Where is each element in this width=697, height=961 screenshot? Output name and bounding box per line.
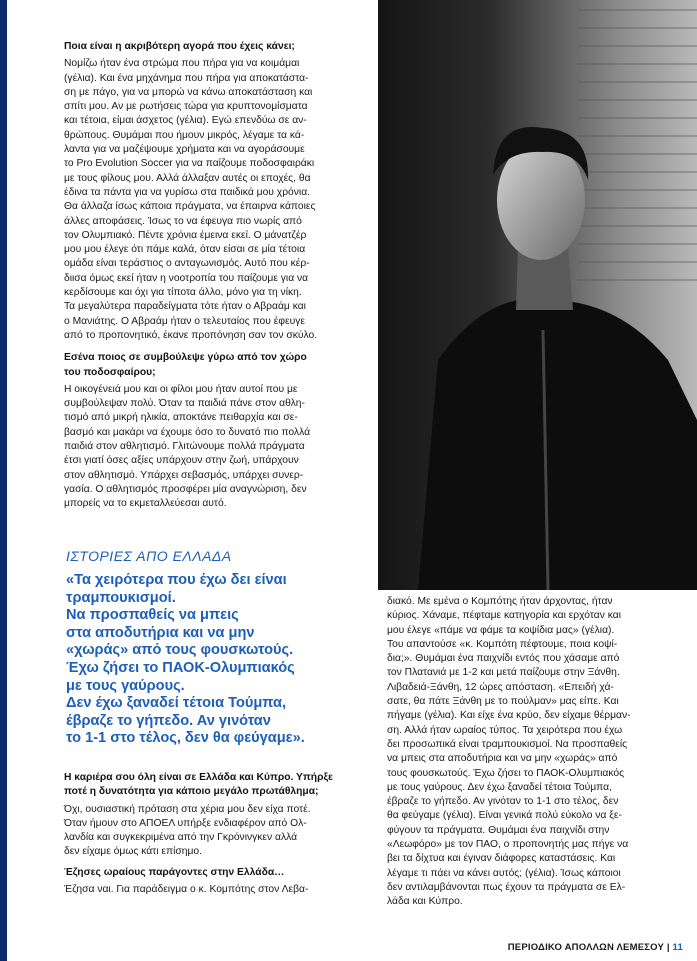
body-line: συμβούλεψαν πολύ. Όταν τα παιδιά πάνε στον αθλη-	[64, 398, 305, 410]
body-line: παιδιά στον αθλητισμό. Γλιτώνουμε πολλά πράγματα	[64, 441, 305, 453]
pull-quote-line: «Τα χειρότερα που έχω δει είναι	[66, 572, 287, 588]
body-line: άλλες αποφάσεις. Ίσως το να έφευγα πιο νωρίς από	[64, 215, 302, 227]
magazine-name: ΠΕΡΙΟΔΙΚΟ ΑΠΟΛΛΩΝ ΛΕΜΕΣΟΥ |	[507, 942, 673, 953]
body-line: κερδίσουμε και όχι για τίποτα άλλο, μόνο για τη νίκη.	[64, 287, 302, 299]
pull-quote	[66, 572, 366, 748]
body-line: Του απαντούσε «κ. Κομπότη πέφτουμε, ποια κοψί-	[387, 638, 618, 650]
body-line: μου έλεγε «πάμε να φάμε τα κοψίδια μας» (γέλια).	[387, 624, 615, 636]
body-line: θρώπους. Θυμάμαι που ήμουν μικρός, λέγαμε τα κά-	[64, 129, 305, 141]
question-heading: Εσένα ποιος σε συμβούλεψε γύρω από τον χώρο	[64, 352, 307, 364]
body-line: τον Πλατανιά με 1-2 και μετά παίζουμε στην Ξάνθη.	[387, 667, 620, 679]
body-line: Η οικογένειά μου και οι φίλοι μου ήταν αυτοί που με	[64, 383, 298, 395]
body-line: δεν είχαμε όμως κάτι επίσημο.	[64, 846, 202, 858]
question-heading: Η καριέρα σου όλη είναι σε Ελλάδα και Κύπρο. Υπήρξε	[64, 772, 333, 783]
body-line: λάδα και Κύπρο.	[387, 896, 463, 908]
question-heading: ποτέ η δυνατότητα για κάποιο μεγάλο πρωτάθλημα;	[64, 786, 319, 798]
body-line: με τους γαύρους. Δεν έχω ξαναδεί τέτοια Τούμπα,	[387, 781, 612, 793]
body-line: τον Ολυμπιακό. Πέντε χρόνια έμεινα εκεί. Ο μάνατζέρ	[64, 229, 307, 241]
body-line: δεν αντιλαμβάνονται πως έχουν τα πράγματα σε Ελ-	[387, 881, 626, 893]
body-line: ομάδα είναι τεράστιος ο ανταγωνισμός. Αυτό που κέρ-	[64, 258, 310, 270]
player-portrait-photo	[378, 0, 697, 590]
body-line: δει προσωπικά είναι τραμπουκισμοί. Να προσπαθείς	[387, 738, 628, 750]
question-heading: Έζησες ωραίους παράγοντες στην Ελλάδα…	[64, 866, 285, 878]
body-line: από το προπονητικό, έκανε προπόνηση σαν τον σκύλο.	[64, 329, 318, 341]
body-line: τισμό από μικρή ηλικία, αποκτάνε πειθαρχία και σε-	[64, 412, 298, 424]
body-line: λανδία και συγκεκριμένα από την Γκρόνινγκεν αλλά	[64, 832, 298, 844]
body-line: έβραζε το γήπεδο. Αν γινόταν το 1-1 στο τέλος, δεν	[387, 796, 619, 808]
body-line: δια;». Θυμάμαι ένα παιχνίδι εντός που χάσαμε από	[387, 653, 620, 665]
body-line: Τα μεγαλύτερα παραδείγματα τότε ήταν ο Αβραάμ και	[64, 301, 306, 313]
body-line: λέγαμε τι πάει να κάνει αυτός; (γέλια). Ίσως κάποιοι	[387, 867, 621, 879]
body-line: μου μου έλεγε ότι πάμε καλά, όταν είσαι σε μία τέτοια	[64, 244, 306, 256]
page-number: 11	[672, 942, 683, 953]
body-line: Όχι, ουσιαστική πρόταση στα χέρια μου δεν είχα ποτέ.	[64, 803, 311, 815]
body-line: κύριος. Χάναμε, πέφταμε κατηγορία και ερχόταν και	[387, 610, 622, 622]
body-line: μπορείς να το εκμεταλλεύεσαι αυτό.	[64, 498, 227, 510]
body-line: έτσι γιατί όσες αξίες υπάρχουν στην ζωή, υπάρχουν	[64, 455, 299, 467]
left-column-bottom-text	[64, 771, 356, 897]
body-line: τους φουσκωτούς. Έχω ζήσει το ΠΑΟΚ-Ολυμπιακός	[387, 767, 625, 779]
body-line: ο Μανιάτης. Ο Αβραάμ ήταν ο τελευταίος που έφευγε	[64, 315, 305, 327]
page-edge-bar	[0, 0, 7, 961]
pull-quote-line: το 1-1 στο τέλος, δεν θα φεύγαμε».	[66, 730, 305, 747]
pull-quote-line: Να προσπαθείς να μπεις	[66, 607, 239, 624]
body-line: Λιβαδειά-Ξάνθη, 12 ώρες απόσταση. «Επειδή χά-	[387, 681, 614, 693]
body-line: βασμό και μακάρι να έχουμε όσο το δυνατό πιο πολλά	[64, 426, 311, 438]
body-line: γασία. Ο αθλητισμός προσφέρει μία αναγνώριση, δεν	[64, 483, 307, 495]
body-line: βει τα δίχτυα και έγιναν διάφορες καταστάσεις. Και	[387, 853, 616, 865]
body-line: σπίτι μου. Αν με ρωτήσεις τώρα για κρυπτονομίσματα	[64, 101, 308, 113]
body-line: και τέτοια, είμαι άσχετος (γέλια). Εγώ επενδύω σε αν-	[64, 115, 307, 127]
body-line: «Λεωφόρο» με τον ΠΑΟ, ο προπονητής μας πήγε να	[387, 839, 629, 851]
body-line: Νομίζω ήταν ένα στρώμα που πήρα για να κοιμάμαι	[64, 58, 300, 70]
body-line: (γέλια). Και ένα μηχάνημα που πήρα για αποκατάστα-	[64, 72, 309, 84]
pull-quote-line: με τους γαύρους.	[66, 677, 185, 694]
pull-quote-line: τραμπουκισμοί.	[66, 589, 176, 606]
body-line: το Pro Evolution Soccer για να παίζουμε ποδοσφαιράκι	[64, 158, 315, 170]
body-line: διισα όμως εκεί ήταν η νοοτροπία του παίζουμε για να	[64, 272, 309, 284]
body-line: διακό. Με εμένα ο Κομπότης ήταν άρχοντας, ήταν	[387, 596, 613, 607]
body-line: να μπεις στα αποδυτήρια και να μην «χωράς» από	[387, 753, 618, 765]
pull-quote-line: Δεν έχω ξαναδεί τέτοια Τούμπα,	[66, 695, 287, 712]
question-heading: Ποια είναι η ακριβότερη αγορά που έχεις κάνει;	[64, 41, 295, 52]
question-heading: του ποδοσφαίρου;	[64, 366, 156, 378]
pull-quote-line: έβραζε το γήπεδο. Αν γινόταν	[66, 712, 271, 729]
body-line: έδινα τα πάντα για να γυρίσω στα παιδικά μου χρόνια.	[64, 186, 311, 198]
page-footer	[508, 942, 683, 953]
section-kicker: ΙΣΤΟΡΙΕΣ ΑΠΟ ΕΛΛΑΔΑ	[66, 548, 232, 564]
body-line: με τους φίλους μου. Αλλά άλλαξαν αυτές οι εποχές, θα	[64, 172, 311, 184]
pull-quote-line: στα αποδυτήρια και να μην	[66, 624, 255, 641]
body-line: ση με πάγο, για να μπορώ να κάνω αποκατάσταση και	[64, 86, 313, 98]
body-line: λαντα για να μαζέψουμε χρήματα και να αγοράσουμε	[64, 144, 305, 156]
body-line: θα φεύγαμε (γέλια). Είναι γενικά πολύ εύκολο να ξε-	[387, 810, 622, 822]
pull-quote-line: «χωράς» από τους φουσκωτούς.	[66, 642, 294, 659]
body-line: σατε, θα πάτε Ξάνθη με το πούλμαν» μας είπε. Και	[387, 696, 619, 708]
pull-quote-line: Έχω ζήσει το ΠΑΟΚ-Ολυμπιακός	[66, 659, 295, 676]
left-column-text	[64, 40, 356, 512]
body-line: Έζησα ναι. Για παράδειγμα ο κ. Κομπότης στον Λεβα-	[64, 884, 309, 896]
body-line: Όταν ήμουν στο ΑΠΟΕΛ υπήρξε ενδιαφέρον από Ολ-	[64, 817, 307, 829]
body-line: ση. Αλλά ήταν ωραίος τύπος. Τα χειρότερα που έχω	[387, 724, 623, 736]
body-line: πήγαμε (γέλια). Και είχε ένα κρύο, δεν είχαμε θέρμαν-	[387, 710, 631, 722]
body-line: φύγουν τα πράγματα. Θυμάμαι ένα παιχνίδι στην	[387, 824, 610, 836]
right-column-text	[387, 595, 677, 910]
body-line: στον αθλητισμό. Υπάρχει σεβασμός, υπάρχει συνερ-	[64, 469, 304, 481]
body-line: Θα άλλαζα ίσως κάποια πράγματα, να έπαιρνα κάποιες	[64, 201, 316, 213]
